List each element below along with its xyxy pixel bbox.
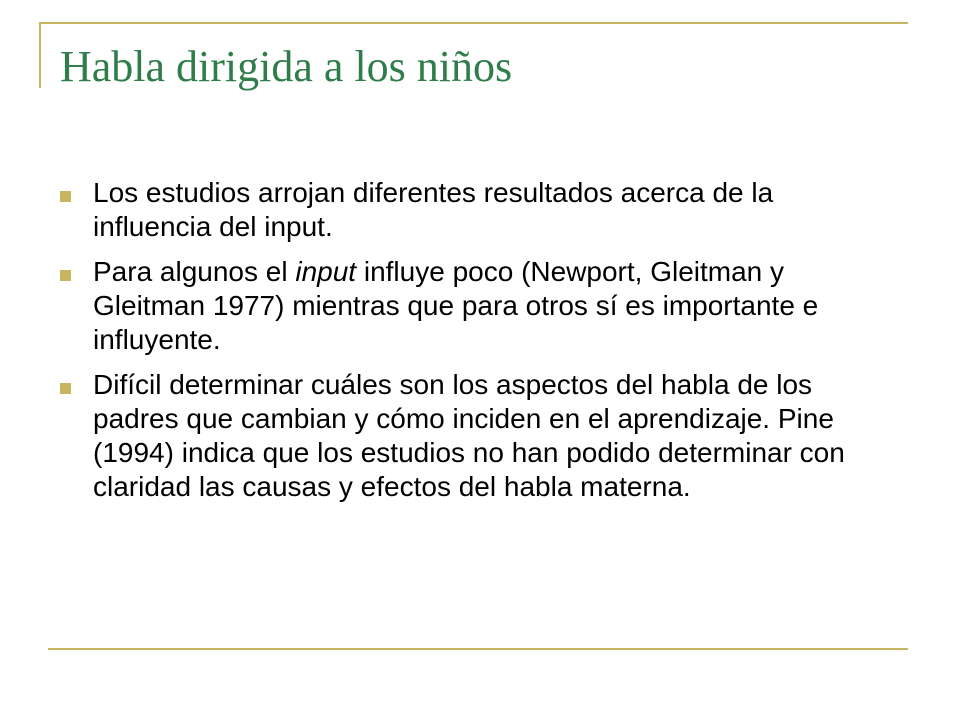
title-accent-top-line (39, 22, 908, 24)
bullet-item (60, 176, 892, 244)
title-accent-vertical-line (39, 22, 41, 88)
footer-accent-line (48, 648, 908, 650)
bullet-text (93, 256, 818, 355)
bullet-text: Difícil determinar cuáles son los aspectos del habla de los padres que cambian y cómo inciden en el aprendizaje. Pine (1994) indica que los estudios no han podido determinar con claridad las causas y efectos del habla materna. (93, 369, 845, 502)
bullet-text-prefix: Para algunos el (93, 256, 296, 287)
bullet-text-suffix: influye poco (Newport, Gleitman y Gleitman 1977) mientras que para otros sí es importante e influyente. (93, 256, 819, 355)
square-bullet-icon (60, 270, 71, 281)
bullet-item (60, 368, 892, 504)
slide-title: Habla dirigida a los niños (60, 42, 513, 91)
bullet-list (60, 176, 892, 515)
bullet-text-emphasis: input (295, 256, 357, 287)
square-bullet-icon (60, 191, 71, 202)
bullet-text: Los estudios arrojan diferentes resultados acerca de la influencia del input. (93, 177, 774, 242)
square-bullet-icon (60, 383, 71, 394)
bullet-item (60, 255, 892, 357)
